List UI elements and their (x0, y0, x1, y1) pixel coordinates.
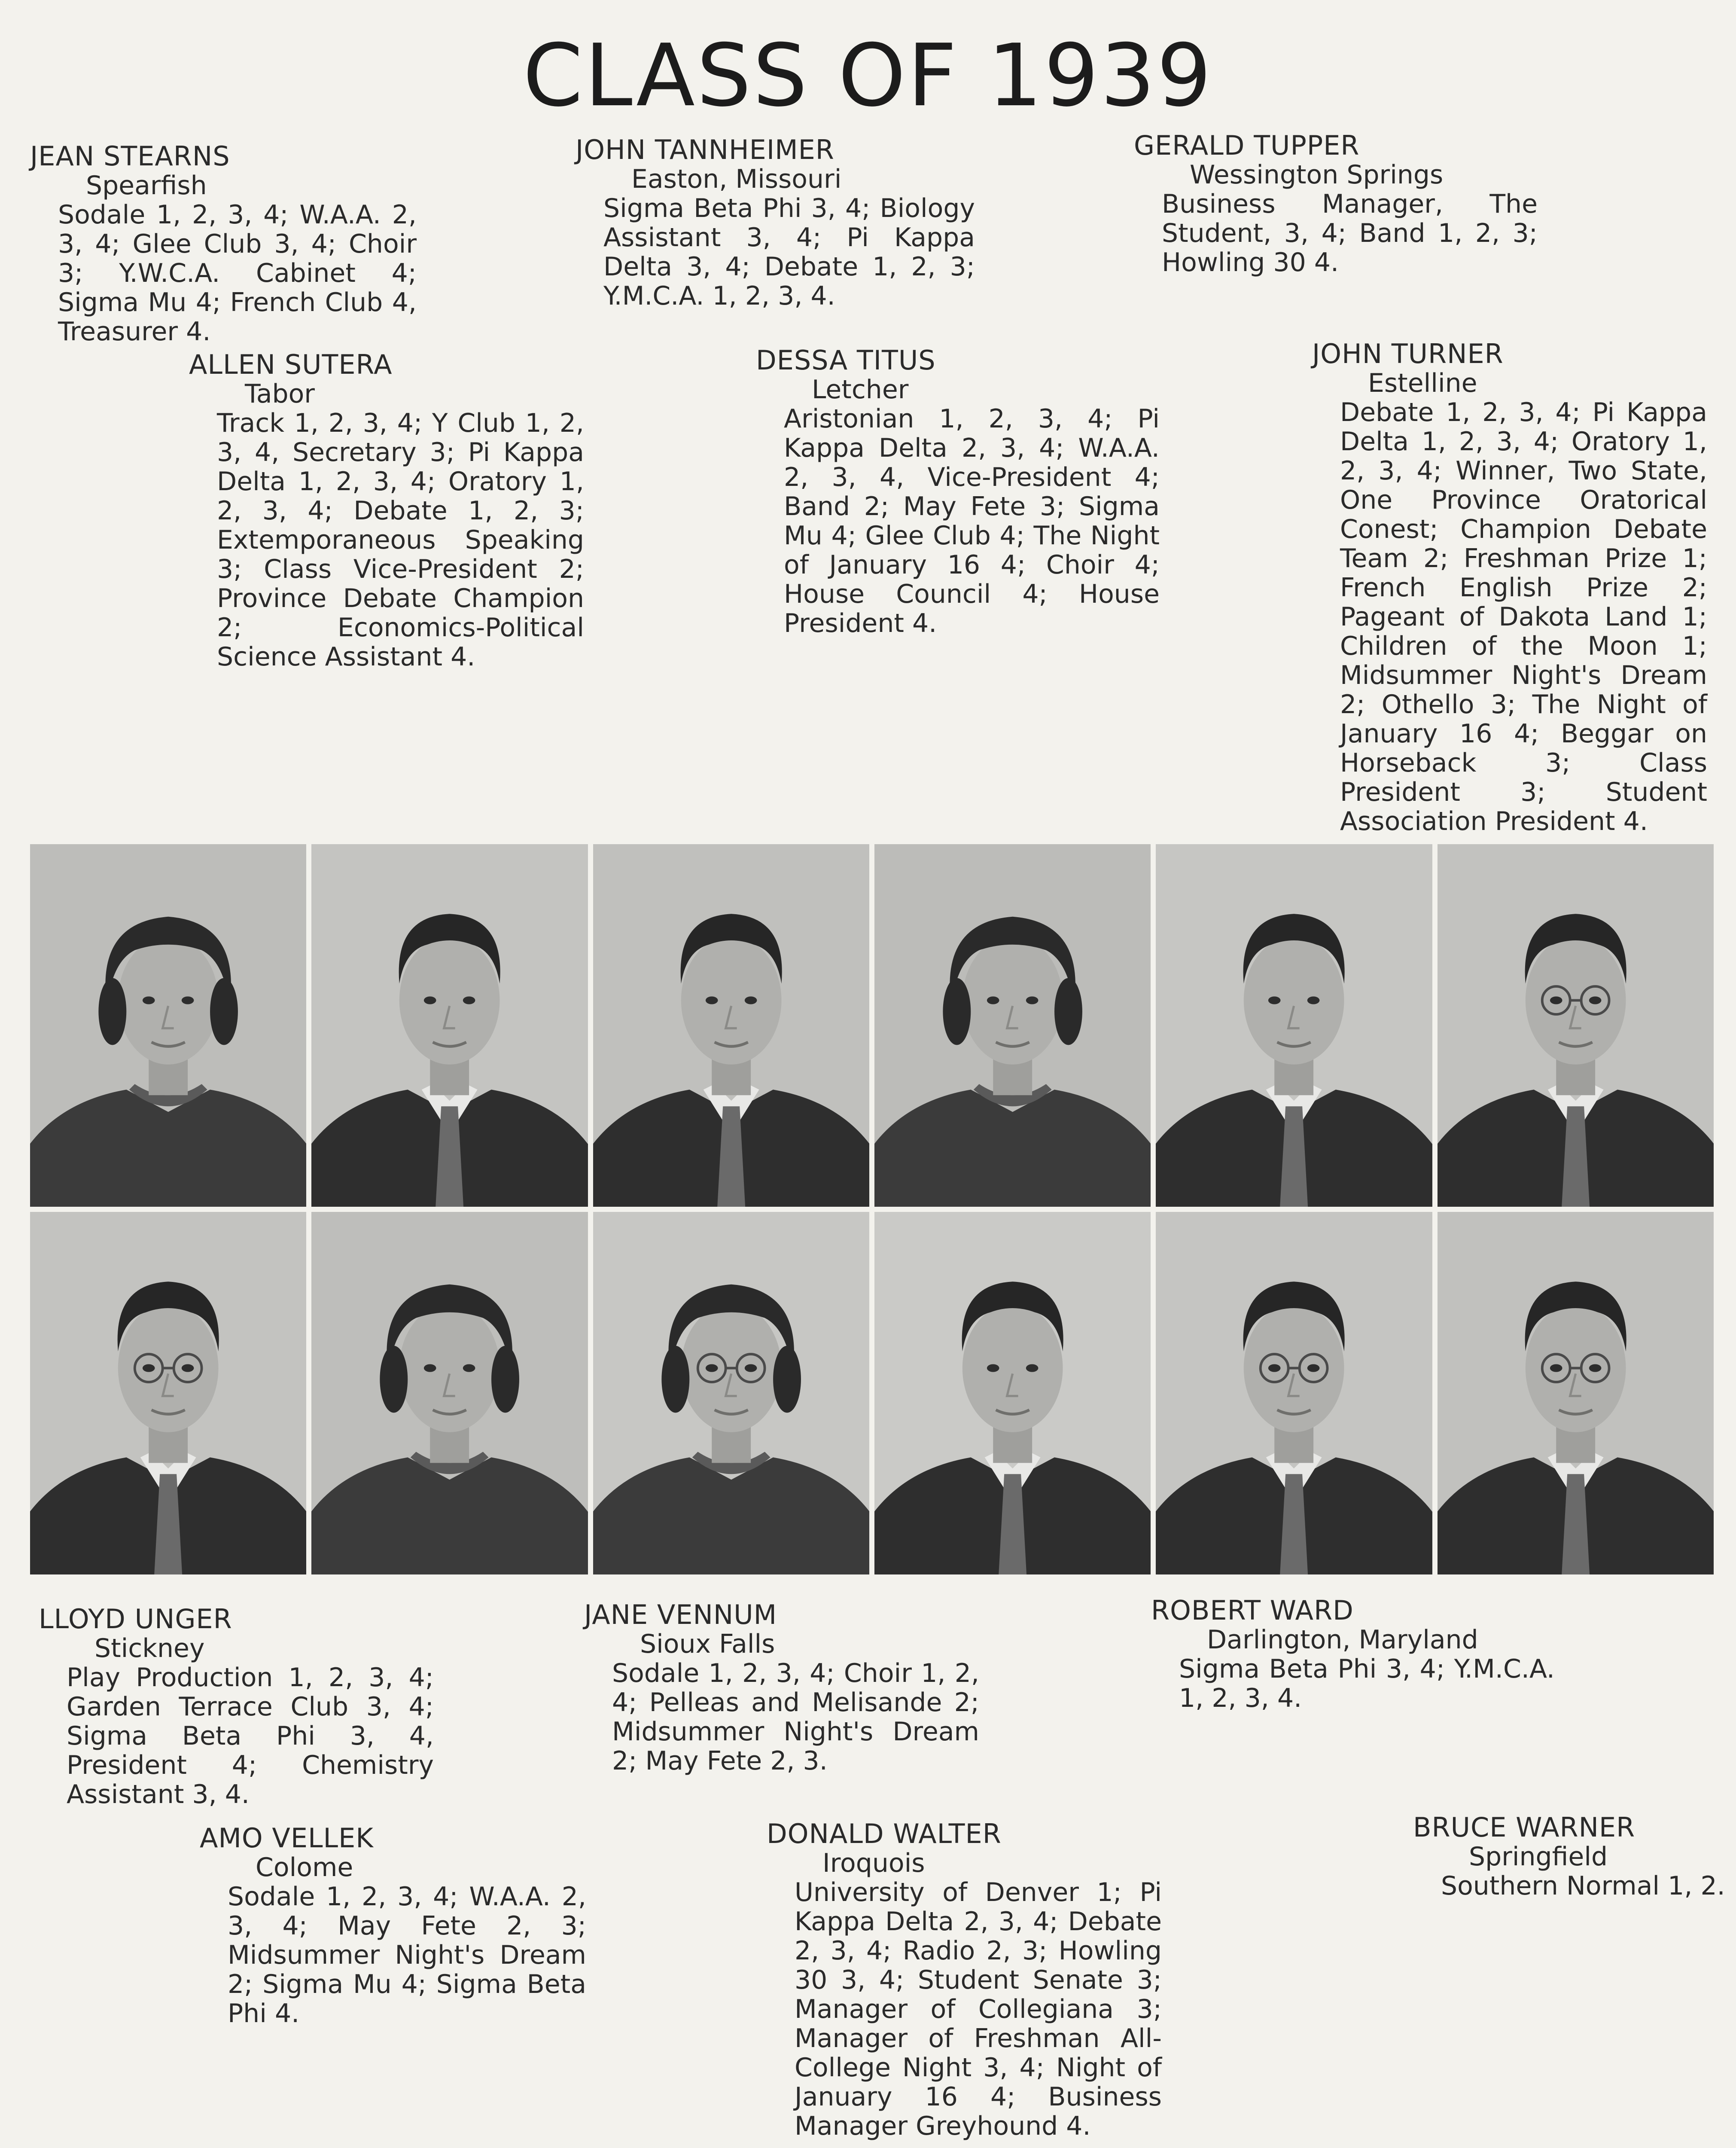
portrait-photo (311, 844, 588, 1207)
entry-name: JOHN TURNER (1312, 338, 1504, 369)
entry-activities: Aristonian 1, 2, 3, 4; Pi Kappa Delta 2, 3, 4; W.A.A. 2, 3, 4, Vice-President 4; Band 2; May Fete 3; Sigma Mu 4; Glee Club 4; The Night of January 16 4; Choir 4; House Council 4; House President 4. (784, 404, 1160, 638)
entry-lloyd-unger (39, 1605, 434, 1809)
entry-allen-sutera (189, 350, 584, 671)
portrait-photo (311, 1212, 588, 1574)
entry-name: GERALD TUPPER (1134, 130, 1360, 161)
entry-activities: Sigma Beta Phi 3, 4; Biology Assistant 3, 4; Pi Kappa Delta 3, 4; Debate 1, 2, 3; Y.M.C.A. 1, 2, 3, 4. (603, 193, 975, 311)
entry-town: Colome (256, 1852, 353, 1883)
entry-town: Darlington, Maryland (1207, 1625, 1478, 1655)
entry-activities: Sodale 1, 2, 3, 4; W.A.A. 2, 3, 4; Glee Club 3, 4; Choir 3; Y.W.C.A. Cabinet 4; Sigma Mu 4; French Club 4, Treasurer 4. (58, 200, 417, 347)
entry-dessa-titus (756, 346, 1160, 638)
entry-activities: Southern Normal 1, 2. (1441, 1871, 1725, 1901)
portrait-photo (1156, 844, 1432, 1207)
entry-activities: Play Production 1, 2, 3, 4; Garden Terrace Club 3, 4; Sigma Beta Phi 3, 4, President 4; Chemistry Assistant 3, 4. (67, 1663, 434, 1809)
portrait-photo (1438, 1212, 1714, 1574)
entry-donald-walter (767, 1819, 1162, 2141)
entry-town: Estelline (1368, 368, 1477, 398)
entry-name: ROBERT WARD (1151, 1595, 1354, 1626)
entry-town: Tabor (245, 379, 315, 409)
entry-john-turner (1312, 339, 1707, 836)
portrait-photo (1156, 1212, 1432, 1574)
entry-town: Letcher (812, 375, 909, 405)
entry-name: DESSA TITUS (756, 345, 936, 376)
entry-activities: Sodale 1, 2, 3, 4; W.A.A. 2, 3, 4; May Fete 2, 3; Midsummer Night's Dream 2; Sigma Mu 4; Sigma Beta Phi 4. (228, 1882, 586, 2029)
entry-john-tannheimer (576, 135, 975, 311)
portrait-photo (1438, 844, 1714, 1207)
portrait-photo (30, 844, 306, 1207)
entry-town: Wessington Springs (1190, 160, 1444, 190)
entry-jane-vennum (584, 1600, 979, 1776)
entry-name: ALLEN SUTERA (189, 349, 393, 380)
page-title: CLASS OF 1939 (523, 26, 1213, 126)
entry-town: Sioux Falls (640, 1629, 775, 1659)
entry-name: LLOYD UNGER (39, 1603, 232, 1635)
portrait-photo (30, 1212, 306, 1574)
entry-robert-ward (1151, 1596, 1555, 1713)
entry-town: Iroquois (822, 1848, 925, 1878)
entry-town: Springfield (1469, 1842, 1608, 1872)
portrait-grid (30, 844, 1714, 1574)
entry-name: AMO VELLEK (200, 1822, 374, 1854)
entry-name: DONALD WALTER (767, 1818, 1002, 1849)
entry-bruce-warner (1413, 1813, 1736, 1901)
entry-gerald-tupper (1134, 131, 1538, 277)
entry-activities: University of Denver 1; Pi Kappa Delta 2, 3, 4; Debate 2, 3, 4; Radio 2, 3; Howling 30 3, 4; Student Senate 3; Manager of Collegiana 3; Manager of Freshman All-College Night 3, 4; Night of January 16 4; Business Manager Greyhound 4. (795, 1877, 1162, 2141)
entry-activities: Debate 1, 2, 3, 4; Pi Kappa Delta 1, 2, 3, 4; Oratory 1, 2, 3, 4; Winner, Two State, One Province Oratorical Conest; Champion Debate Team 2; Freshman Prize 1; French English Prize 2; Pageant of Dakota Land 1; Children of the Moon 1; Midsummer Night's Dream 2; Othello 3; The Night of January 16 4; Beggar on Horseback 3; Class President 3; Student Association President 4. (1340, 397, 1707, 836)
entry-activities: Business Manager, The Student, 3, 4; Band 1, 2, 3; Howling 30 4. (1162, 189, 1538, 278)
entry-town: Spearfish (86, 171, 207, 201)
portrait-photo (874, 1212, 1151, 1574)
entry-town: Stickney (94, 1633, 205, 1663)
entry-town: Easton, Missouri (631, 164, 842, 194)
portrait-photo (874, 844, 1151, 1207)
entry-amo-vellek (200, 1824, 586, 2028)
entry-name: JANE VENNUM (584, 1599, 777, 1630)
portrait-photo (593, 844, 869, 1207)
entry-activities: Track 1, 2, 3, 4; Y Club 1, 2, 3, 4, Secretary 3; Pi Kappa Delta 1, 2, 3, 4; Oratory 1, 2, 3, 4; Debate 1, 2, 3; Extemporaneous Speaking 3; Class Vice-President 2; Province Debate Champion 2; Economics-Political Science Assistant 4. (217, 408, 584, 672)
entry-name: BRUCE WARNER (1413, 1812, 1635, 1843)
entry-activities: Sodale 1, 2, 3, 4; Choir 1, 2, 4; Pelleas and Melisande 2; Midsummer Night's Dream 2; May Fete 2, 3. (612, 1658, 979, 1776)
entry-name: JEAN STEARNS (30, 140, 230, 172)
portrait-photo (593, 1212, 869, 1574)
entry-jean-stearns (30, 142, 417, 346)
entry-name: JOHN TANNHEIMER (576, 134, 834, 165)
entry-activities: Sigma Beta Phi 3, 4; Y.M.C.A. 1, 2, 3, 4. (1179, 1654, 1555, 1713)
